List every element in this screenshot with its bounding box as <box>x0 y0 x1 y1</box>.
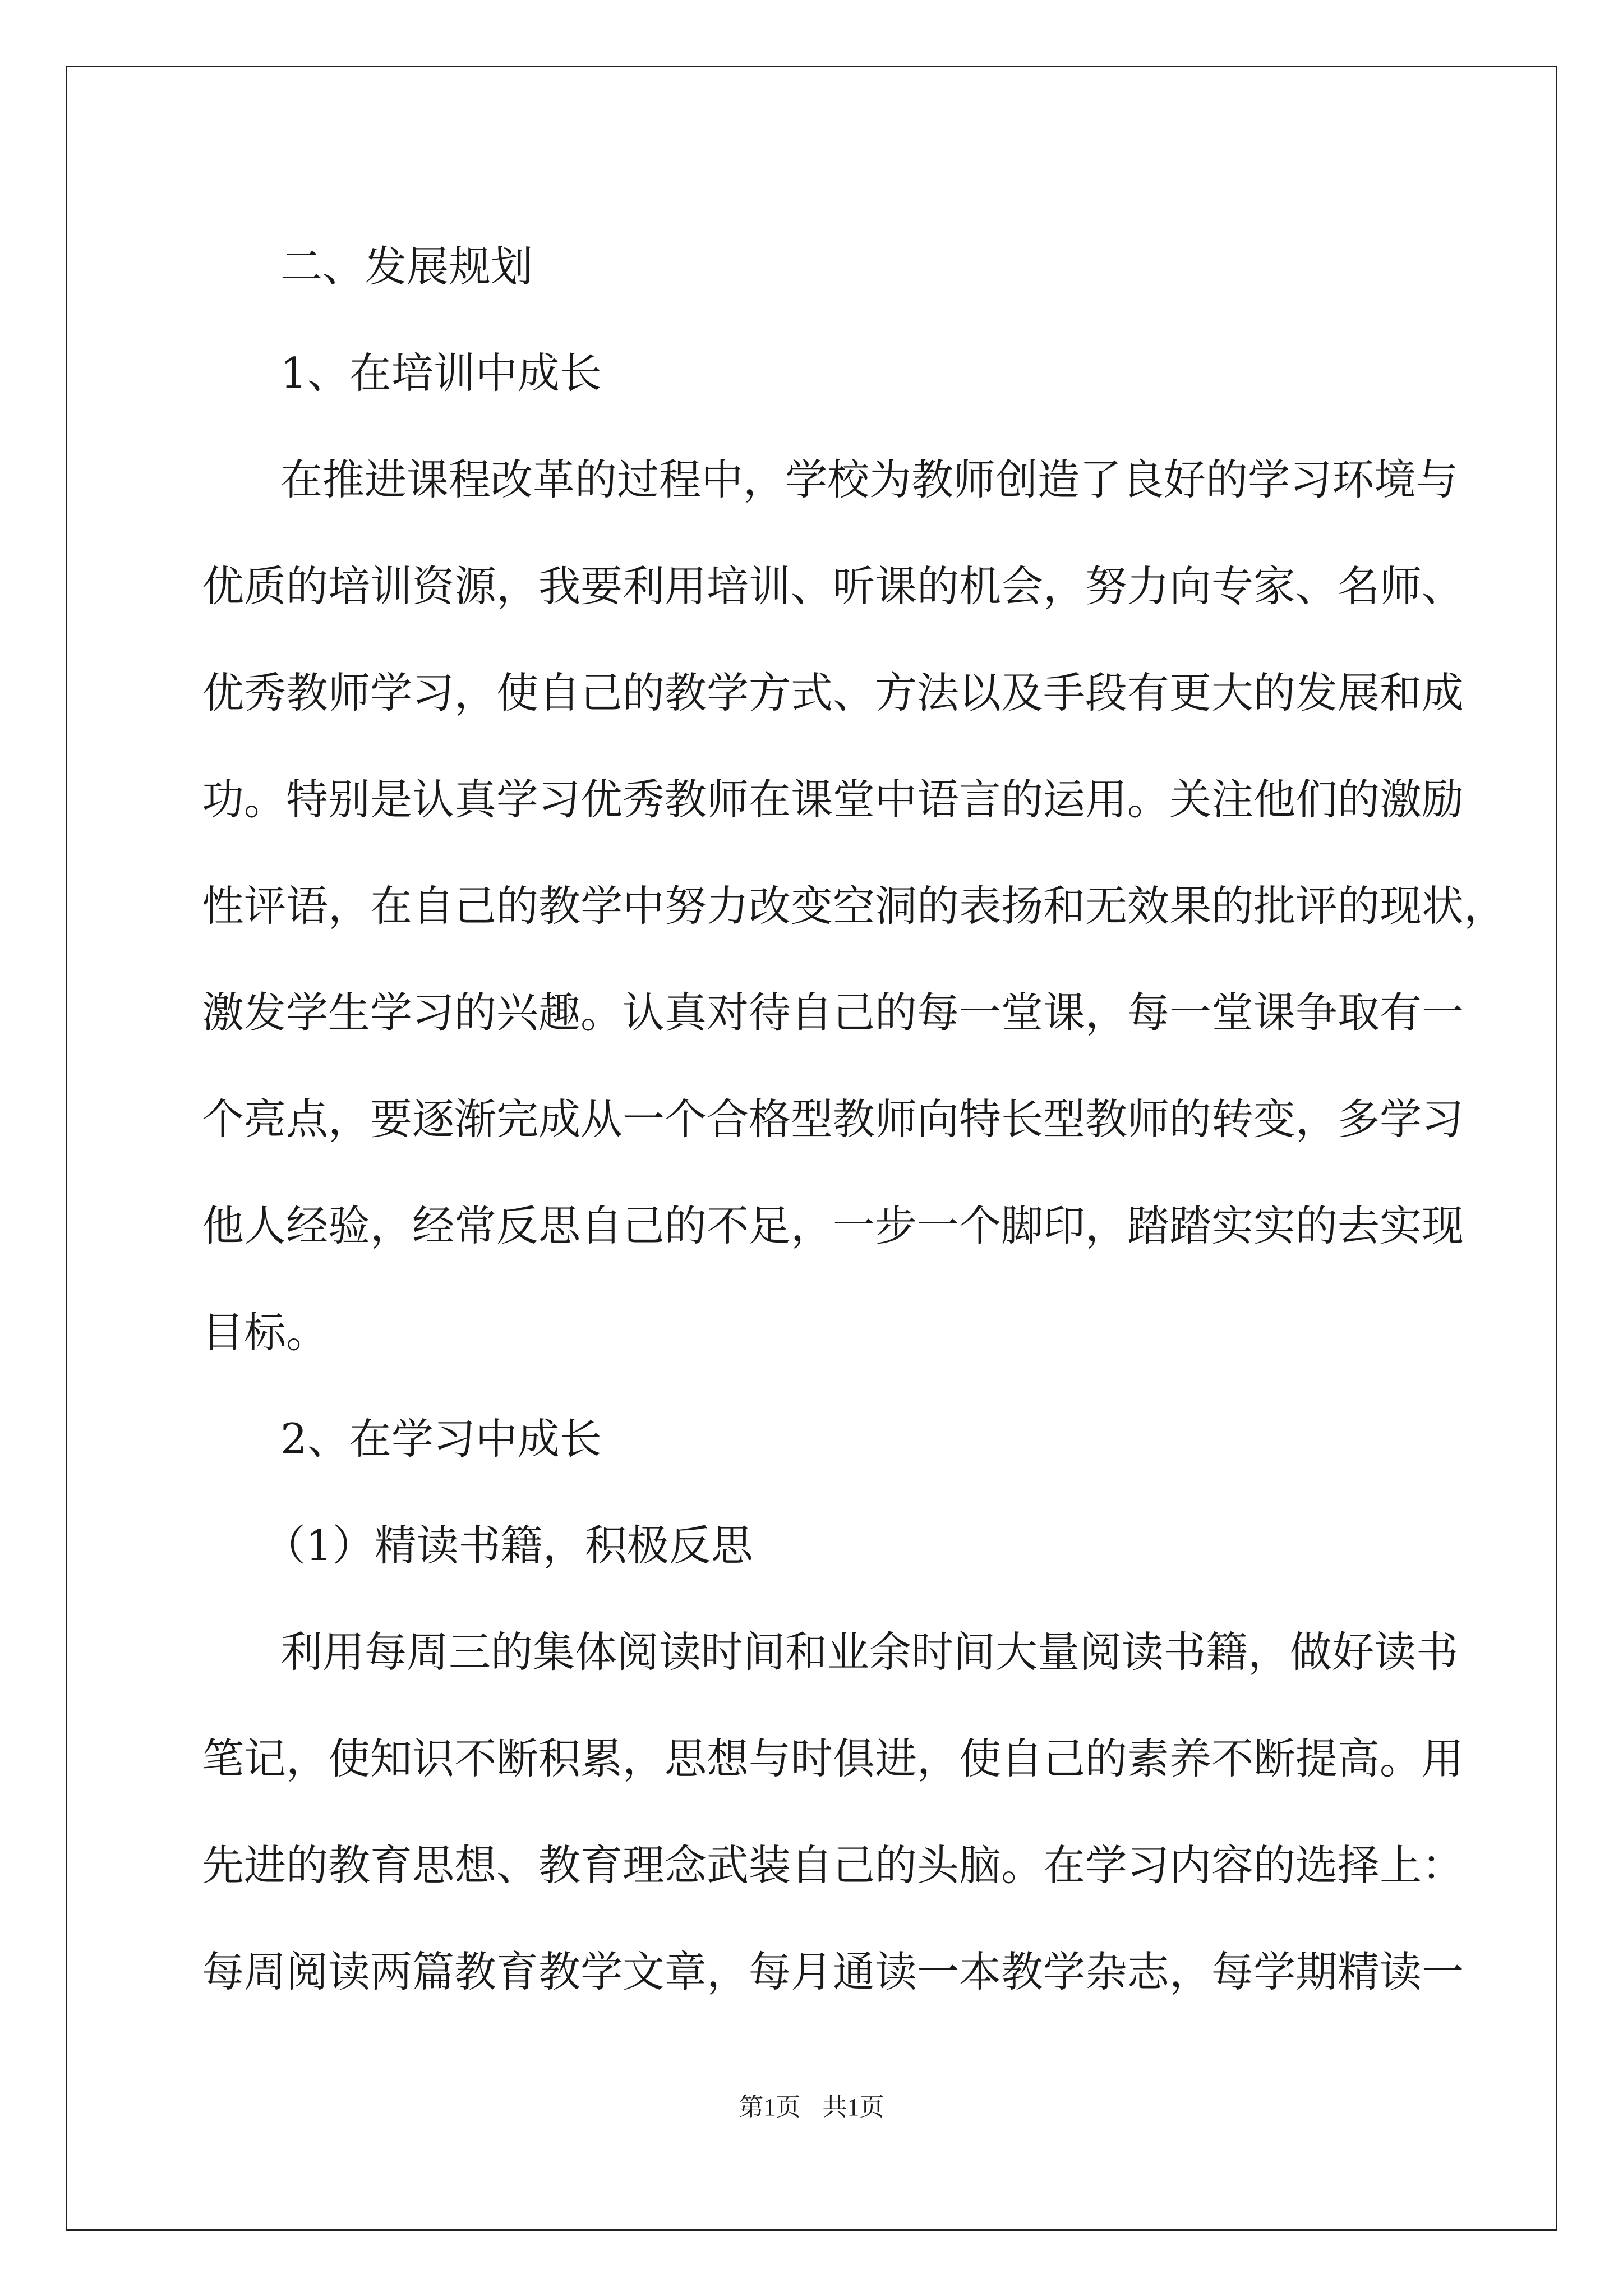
paragraph-line: 激发学生学习的兴趣。认真对待自己的每一堂课，每一堂课争取有一 <box>202 988 1464 1037</box>
page-footer <box>0 2087 1623 2123</box>
paragraph-line: 在推进课程改革的过程中，学校为教师创造了良好的学习环境与 <box>280 455 1459 504</box>
paragraph-line: 先进的教育思想、教育理念武装自己的头脑。在学习内容的选择上： <box>202 1841 1464 1890</box>
page-total: 共1页 <box>822 2093 884 2121</box>
document-body <box>202 213 1506 2025</box>
paragraph-line: 功。特别是认真学习优秀教师在课堂中语言的运用。关注他们的激励 <box>202 775 1464 824</box>
subsection-heading: 2、在学习中成长 <box>280 1414 602 1464</box>
subsection-heading: 1、在培训中成长 <box>280 348 602 398</box>
paragraph-line: 笔记，使知识不断积累，思想与时俱进，使自己的素养不断提高。用 <box>202 1734 1464 1783</box>
paragraph-line: 他人经验，经常反思自己的不足，一步一个脚印，踏踏实实的去实现 <box>202 1201 1464 1250</box>
paragraph-line: 优秀教师学习，使自己的教学方式、方法以及手段有更大的发展和成 <box>202 668 1464 717</box>
paragraph-line: 每周阅读两篇教育教学文章，每月通读一本教学杂志，每学期精读一 <box>202 1947 1464 1996</box>
paragraph-line: 目标。 <box>202 1308 329 1357</box>
paragraph-line: 优质的培训资源，我要利用培训、听课的机会，努力向专家、名师、 <box>202 562 1464 611</box>
paragraph-line: 性评语，在自己的教学中努力改变空洞的表扬和无效果的批评的现状， <box>202 881 1506 931</box>
page-number: 第1页 <box>739 2093 801 2121</box>
section-heading: 二、发展规划 <box>280 242 533 291</box>
sub-subsection-heading: （1）精读书籍，积极反思 <box>264 1521 753 1570</box>
paragraph-line: 利用每周三的集体阅读时间和业余时间大量阅读书籍，做好读书 <box>280 1627 1459 1677</box>
paragraph-line: 个亮点，要逐渐完成从一个合格型教师向特长型教师的转变，多学习 <box>202 1094 1464 1144</box>
